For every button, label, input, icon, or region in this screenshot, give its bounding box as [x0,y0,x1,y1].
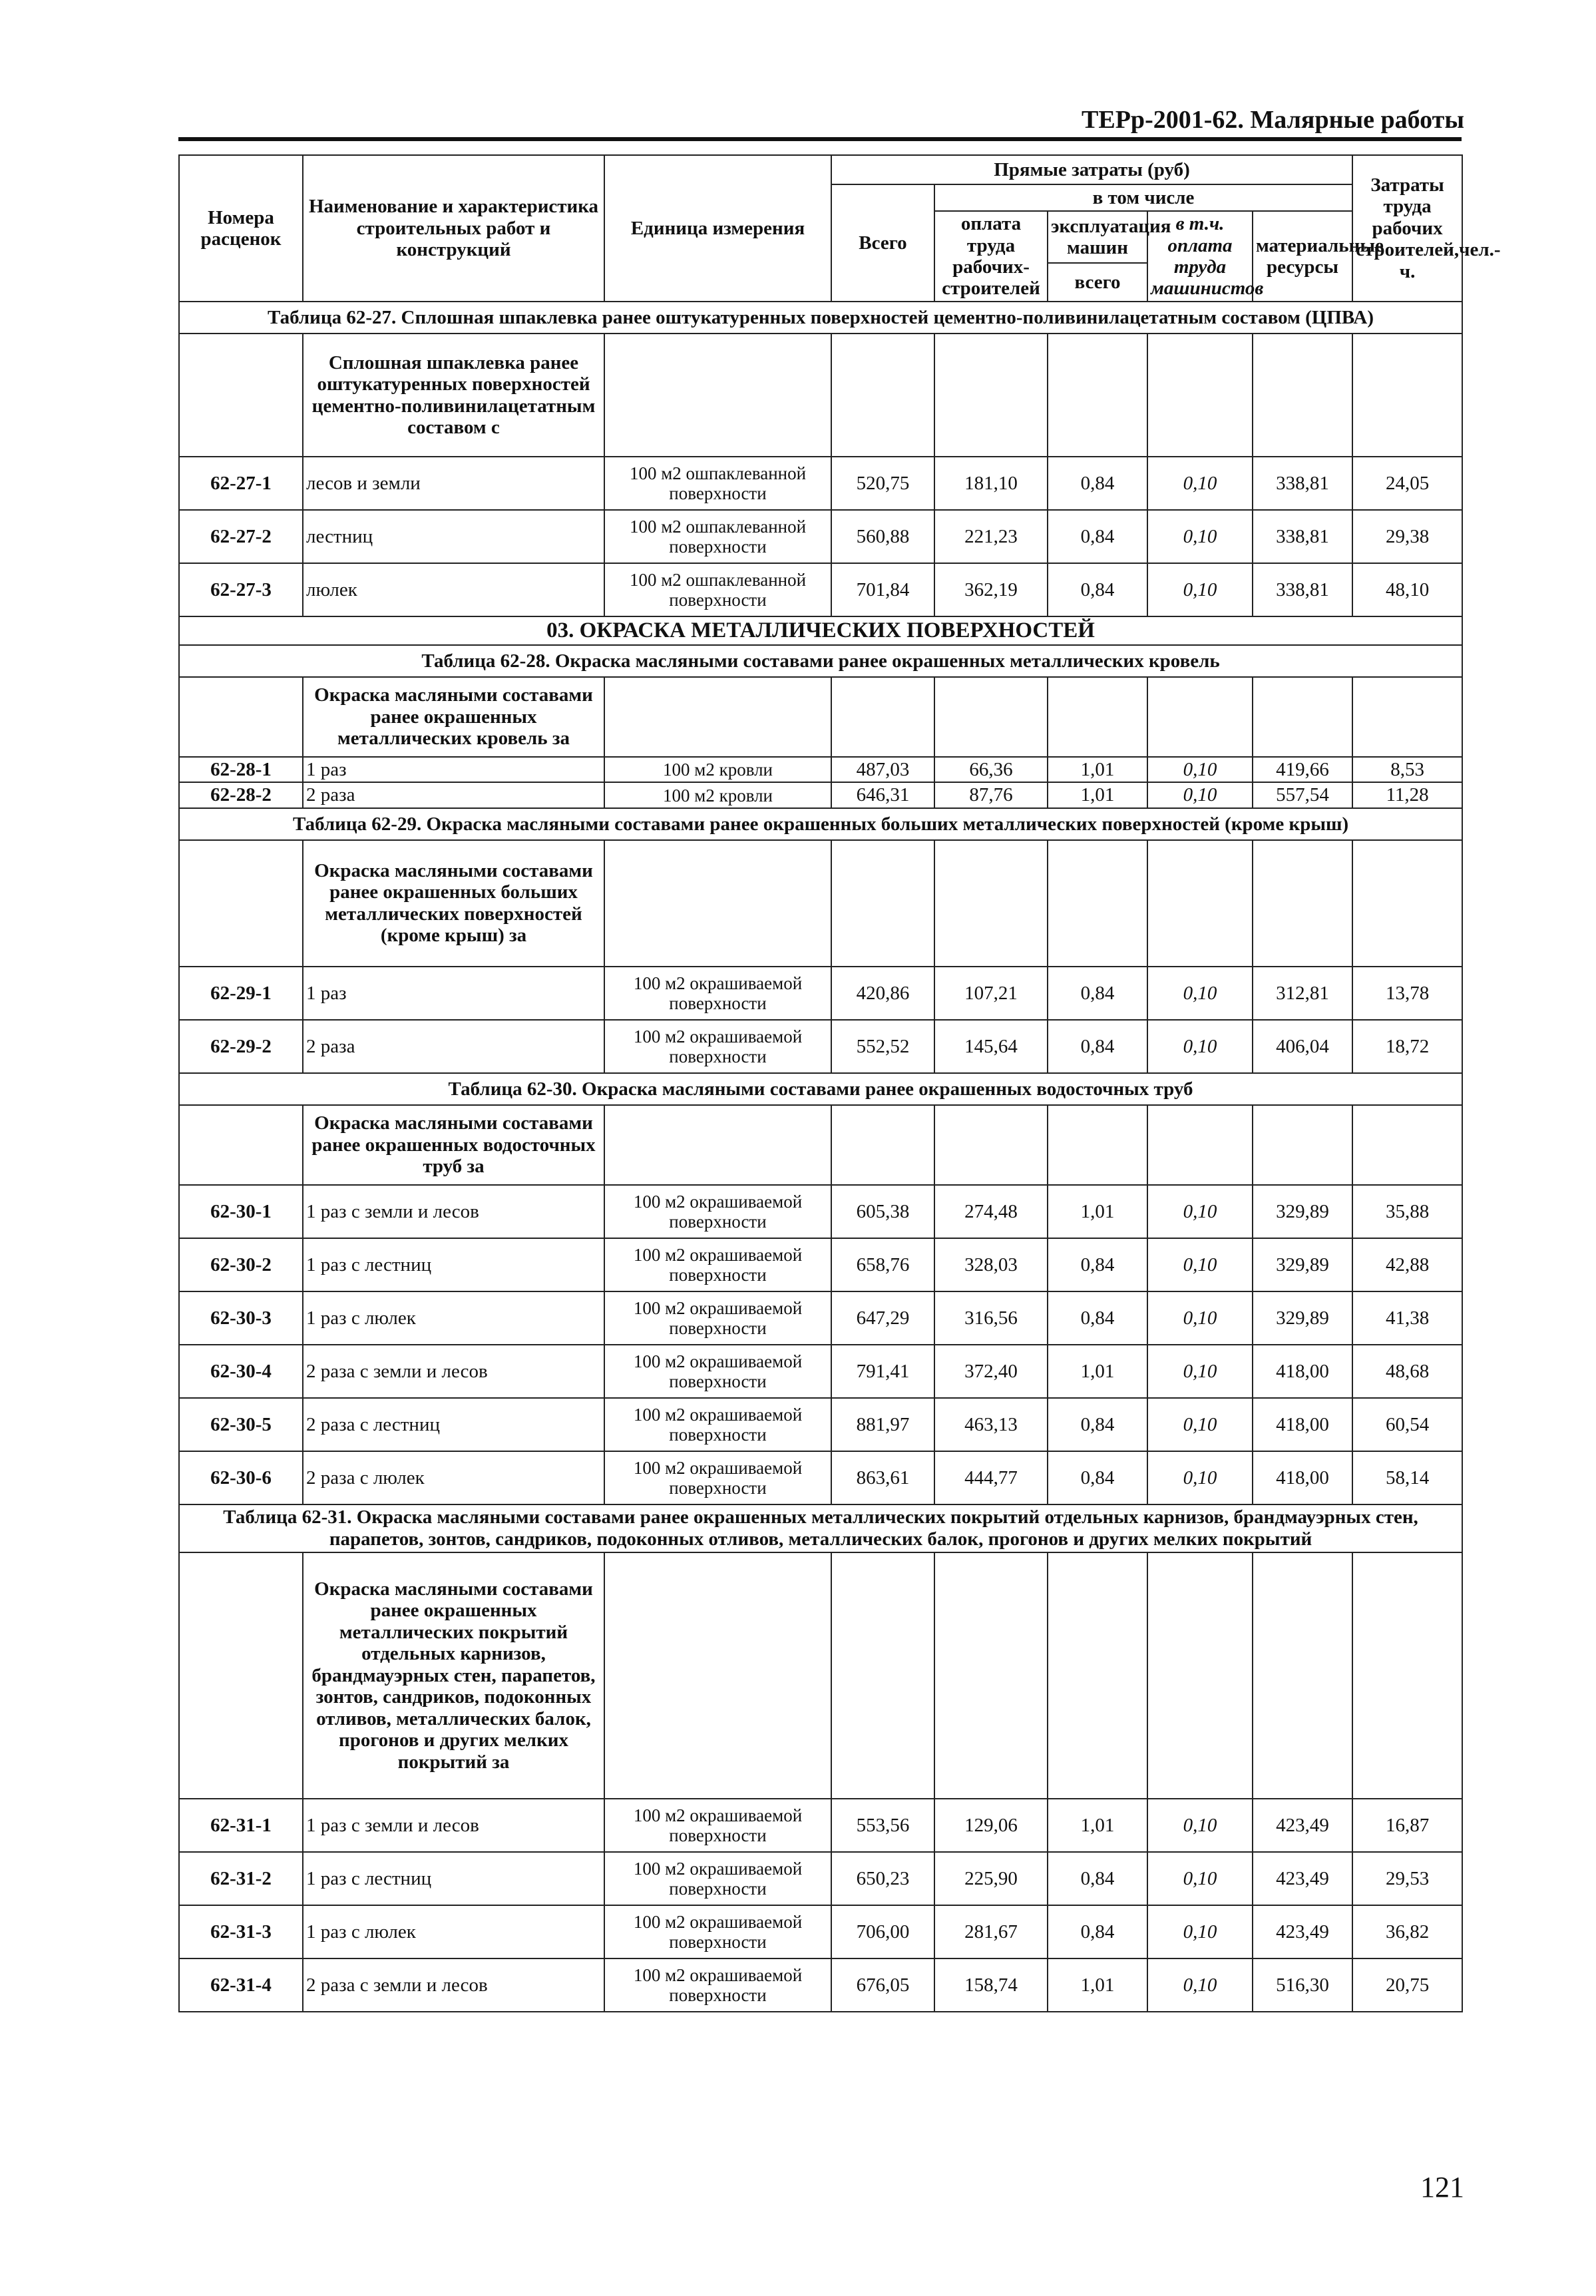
rate-code: 62-27-1 [179,457,303,510]
machines-cost: 0,84 [1048,510,1147,563]
wages-cost: 87,76 [934,782,1048,807]
wages-cost: 107,21 [934,967,1048,1020]
header-unit: Единица измерения [604,155,831,302]
wages-cost: 274,48 [934,1185,1048,1238]
empty-cell [1253,1552,1352,1799]
unit-cell: 100 м2 кровли [604,757,831,782]
work-name: 1 раз с земли и лесов [303,1185,604,1238]
group-name: Окраска масляными составами ранее окрашенных больших металлических поверхностей (кроме крыш) за [303,840,604,967]
header-wages: оплата труда рабочих-строителей [934,211,1048,302]
wages-cost: 362,19 [934,563,1048,616]
table-title-row [179,1073,1462,1105]
table-title-row [179,645,1462,677]
table-row [179,1185,1462,1238]
total-cost: 791,41 [831,1345,934,1398]
empty-cell [179,1105,303,1185]
table-row [179,1291,1462,1345]
machines-cost: 1,01 [1048,1958,1147,2012]
work-name: 2 раза с люлек [303,1451,604,1504]
empty-cell [831,840,934,967]
machines-cost: 1,01 [1048,1185,1147,1238]
unit-cell: 100 м2 окрашиваемой поверхности [604,1905,831,1958]
empty-cell [604,1552,831,1799]
empty-cell [1253,840,1352,967]
unit-cell: 100 м2 кровли [604,782,831,807]
total-cost: 520,75 [831,457,934,510]
empty-cell [604,840,831,967]
work-name: 2 раза с земли и лесов [303,1345,604,1398]
empty-cell [1253,334,1352,457]
rate-code: 62-31-4 [179,1958,303,2012]
wages-cost: 281,67 [934,1905,1048,1958]
empty-cell [831,334,934,457]
rates-table [178,154,1501,2012]
empty-cell [831,1105,934,1185]
labor-cost: 16,87 [1352,1799,1462,1852]
unit-cell: 100 м2 ошпаклеванной поверхности [604,510,831,563]
labor-cost: 13,78 [1352,967,1462,1020]
header-total: Всего [831,184,934,302]
materials-cost: 418,00 [1253,1345,1352,1398]
empty-cell [1147,1552,1253,1799]
machines-cost: 0,84 [1048,1905,1147,1958]
empty-cell [1048,840,1147,967]
work-name: 2 раза с лестниц [303,1398,604,1451]
section-row [179,616,1462,645]
work-name: 1 раз с лестниц [303,1852,604,1905]
table-row [179,1852,1462,1905]
unit-cell: 100 м2 окрашиваемой поверхности [604,1020,831,1073]
machinist-wages: 0,10 [1147,1345,1253,1398]
rate-code: 62-28-1 [179,757,303,782]
materials-cost: 312,81 [1253,967,1352,1020]
total-cost: 676,05 [831,1958,934,2012]
unit-cell: 100 м2 окрашиваемой поверхности [604,1398,831,1451]
empty-cell [179,840,303,967]
wages-cost: 181,10 [934,457,1048,510]
machines-cost: 0,84 [1048,1398,1147,1451]
table-title: Таблица 62-29. Окраска масляными составами ранее окрашенных больших металлических поверхностей (кроме крыш) [179,808,1462,840]
table-row [179,563,1462,616]
labor-cost: 24,05 [1352,457,1462,510]
machines-cost: 0,84 [1048,563,1147,616]
machines-cost: 1,01 [1048,1345,1147,1398]
empty-cell [831,677,934,757]
header-code: Номера расценок [179,155,303,302]
page-number: 121 [1420,2171,1464,2203]
work-name: 2 раза с земли и лесов [303,1958,604,2012]
machinist-wages: 0,10 [1147,967,1253,1020]
materials-cost: 418,00 [1253,1451,1352,1504]
total-cost: 552,52 [831,1020,934,1073]
machinist-wages: 0,10 [1147,1291,1253,1345]
table-title: Таблица 62-28. Окраска масляными составами ранее окрашенных металлических кровель [179,645,1462,677]
machines-cost: 0,84 [1048,1291,1147,1345]
work-name: лесов и земли [303,457,604,510]
rate-code: 62-31-2 [179,1852,303,1905]
wages-cost: 66,36 [934,757,1048,782]
table-row [179,457,1462,510]
empty-cell [179,1552,303,1799]
total-cost: 706,00 [831,1905,934,1958]
table-title: Таблица 62-31. Окраска масляными составами ранее окрашенных металлических покрытий отдельных карнизов, брандмауэрных стен, парапетов, зонтов, сандриков, подоконных отливов, металлических балок, прогонов и других мелких покрытий [179,1504,1462,1552]
machines-cost: 0,84 [1048,1020,1147,1073]
rate-code: 62-28-2 [179,782,303,807]
machinist-wages: 0,10 [1147,1905,1253,1958]
rate-code: 62-30-6 [179,1451,303,1504]
table-header [179,155,1501,302]
machinist-wages: 0,10 [1147,510,1253,563]
group-name: Сплошная шпаклевка ранее оштукатуренных поверхностей цементно-поливинилацетатным составом с [303,334,604,457]
machinist-wages: 0,10 [1147,457,1253,510]
materials-cost: 516,30 [1253,1958,1352,2012]
materials-cost: 557,54 [1253,782,1352,807]
table-body [179,302,1462,2012]
rate-code: 62-30-1 [179,1185,303,1238]
unit-cell: 100 м2 окрашиваемой поверхности [604,1291,831,1345]
table-row [179,510,1462,563]
table-row [179,1238,1462,1291]
unit-cell: 100 м2 ошпаклеванной поверхности [604,457,831,510]
table-title-row [179,302,1462,334]
empty-cell [1147,334,1253,457]
work-name: 1 раз с люлек [303,1291,604,1345]
unit-cell: 100 м2 окрашиваемой поверхности [604,1345,831,1398]
labor-cost: 35,88 [1352,1185,1462,1238]
empty-cell [1147,840,1253,967]
total-cost: 701,84 [831,563,934,616]
total-cost: 553,56 [831,1799,934,1852]
header-machines: эксплуатация машин [1048,211,1147,263]
unit-cell: 100 м2 окрашиваемой поверхности [604,1852,831,1905]
machines-cost: 1,01 [1048,782,1147,807]
labor-cost: 29,53 [1352,1852,1462,1905]
machinist-wages: 0,10 [1147,1451,1253,1504]
machines-cost: 1,01 [1048,1799,1147,1852]
group-row [179,677,1462,757]
machines-cost: 0,84 [1048,457,1147,510]
empty-cell [934,1105,1048,1185]
table-row [179,1345,1462,1398]
table-row [179,782,1462,807]
wages-cost: 372,40 [934,1345,1048,1398]
unit-cell: 100 м2 окрашиваемой поверхности [604,1799,831,1852]
machinist-wages: 0,10 [1147,1799,1253,1852]
labor-cost: 42,88 [1352,1238,1462,1291]
unit-cell: 100 м2 окрашиваемой поверхности [604,967,831,1020]
section-title: 03. ОКРАСКА МЕТАЛЛИЧЕСКИХ ПОВЕРХНОСТЕЙ [179,616,1462,645]
rate-code: 62-31-3 [179,1905,303,1958]
empty-cell [1352,677,1462,757]
rate-code: 62-31-1 [179,1799,303,1852]
rate-code: 62-30-5 [179,1398,303,1451]
header-including: в том числе [934,184,1352,211]
machinist-wages: 0,10 [1147,782,1253,807]
table-row [179,1398,1462,1451]
machinist-wages: 0,10 [1147,1238,1253,1291]
materials-cost: 329,89 [1253,1291,1352,1345]
wages-cost: 129,06 [934,1799,1048,1852]
table-row [179,757,1462,782]
group-name: Окраска масляными составами ранее окрашенных металлических покрытий отдельных карнизов, брандмауэрных стен, парапетов, зонтов, сандриков, подоконных отливов, металлических балок, прогонов и других мелких покрытий за [303,1552,604,1799]
empty-cell [1352,1552,1462,1799]
wages-cost: 225,90 [934,1852,1048,1905]
work-name: 1 раз с лестниц [303,1238,604,1291]
labor-cost: 18,72 [1352,1020,1462,1073]
machines-cost: 0,84 [1048,1451,1147,1504]
header-direct-costs: Прямые затраты (руб) [831,155,1352,184]
unit-cell: 100 м2 окрашиваемой поверхности [604,1238,831,1291]
materials-cost: 418,00 [1253,1398,1352,1451]
empty-cell [831,1552,934,1799]
wages-cost: 463,13 [934,1398,1048,1451]
wages-cost: 316,56 [934,1291,1048,1345]
table-title-row [179,808,1462,840]
total-cost: 605,38 [831,1185,934,1238]
empty-cell [1147,677,1253,757]
empty-cell [1253,677,1352,757]
rate-code: 62-30-3 [179,1291,303,1345]
empty-cell [1048,677,1147,757]
labor-cost: 48,68 [1352,1345,1462,1398]
rate-code: 62-29-2 [179,1020,303,1073]
total-cost: 658,76 [831,1238,934,1291]
labor-cost: 11,28 [1352,782,1462,807]
machines-cost: 0,84 [1048,967,1147,1020]
labor-cost: 60,54 [1352,1398,1462,1451]
header-name: Наименование и характеристика строительных работ и конструкций [303,155,604,302]
labor-cost: 8,53 [1352,757,1462,782]
machinist-wages: 0,10 [1147,757,1253,782]
work-name: 1 раз [303,967,604,1020]
empty-cell [934,677,1048,757]
total-cost: 650,23 [831,1852,934,1905]
work-name: 1 раз с земли и лесов [303,1799,604,1852]
machinist-wages: 0,10 [1147,1020,1253,1073]
group-row [179,334,1462,457]
empty-cell [1352,1105,1462,1185]
materials-cost: 419,66 [1253,757,1352,782]
materials-cost: 329,89 [1253,1185,1352,1238]
total-cost: 863,61 [831,1451,934,1504]
table-row [179,1451,1462,1504]
machinist-wages: 0,10 [1147,1958,1253,2012]
labor-cost: 36,82 [1352,1905,1462,1958]
empty-cell [1048,1552,1147,1799]
materials-cost: 338,81 [1253,563,1352,616]
group-row [179,840,1462,967]
materials-cost: 329,89 [1253,1238,1352,1291]
work-name: 2 раза [303,782,604,807]
machines-cost: 1,01 [1048,757,1147,782]
wages-cost: 145,64 [934,1020,1048,1073]
machinist-wages: 0,10 [1147,1398,1253,1451]
unit-cell: 100 м2 окрашиваемой поверхности [604,1958,831,2012]
empty-cell [179,334,303,457]
machinist-wages: 0,10 [1147,1852,1253,1905]
empty-cell [934,334,1048,457]
table-title-row [179,1504,1462,1552]
empty-cell [934,1552,1048,1799]
work-name: 1 раз с люлек [303,1905,604,1958]
unit-cell: 100 м2 окрашиваемой поверхности [604,1451,831,1504]
group-name: Окраска масляными составами ранее окрашенных водосточных труб за [303,1105,604,1185]
rate-code: 62-29-1 [179,967,303,1020]
table-title: Таблица 62-27. Сплошная шпаклевка ранее оштукатуренных поверхностей цементно-поливинилацетатным составом (ЦПВА) [179,302,1462,334]
table-row [179,967,1462,1020]
wages-cost: 444,77 [934,1451,1048,1504]
total-cost: 881,97 [831,1398,934,1451]
empty-cell [1352,840,1462,967]
empty-cell [604,677,831,757]
wages-cost: 221,23 [934,510,1048,563]
header-machines-total: всего [1048,263,1147,302]
materials-cost: 406,04 [1253,1020,1352,1073]
unit-cell: 100 м2 окрашиваемой поверхности [604,1185,831,1238]
group-row [179,1552,1462,1799]
work-name: люлек [303,563,604,616]
machines-cost: 0,84 [1048,1852,1147,1905]
work-name: 2 раза [303,1020,604,1073]
labor-cost: 20,75 [1352,1958,1462,2012]
unit-cell: 100 м2 ошпаклеванной поверхности [604,563,831,616]
materials-cost: 338,81 [1253,510,1352,563]
group-row [179,1105,1462,1185]
empty-cell [1048,334,1147,457]
rate-code: 62-27-3 [179,563,303,616]
labor-cost: 41,38 [1352,1291,1462,1345]
empty-cell [1253,1105,1352,1185]
rate-code: 62-30-4 [179,1345,303,1398]
labor-cost: 48,10 [1352,563,1462,616]
labor-cost: 58,14 [1352,1451,1462,1504]
group-name: Окраска масляными составами ранее окрашенных металлических кровель за [303,677,604,757]
work-name: лестниц [303,510,604,563]
empty-cell [604,1105,831,1185]
table-row [179,1020,1462,1073]
table-title: Таблица 62-30. Окраска масляными составами ранее окрашенных водосточных труб [179,1073,1462,1105]
rate-code: 62-27-2 [179,510,303,563]
empty-cell [179,677,303,757]
table-row [179,1799,1462,1852]
empty-cell [1048,1105,1147,1185]
total-cost: 560,88 [831,510,934,563]
page-header: ТЕРр-2001-62. Малярные работы [1082,106,1464,134]
empty-cell [604,334,831,457]
work-name: 1 раз [303,757,604,782]
total-cost: 487,03 [831,757,934,782]
empty-cell [1147,1105,1253,1185]
labor-cost: 29,38 [1352,510,1462,563]
empty-cell [1352,334,1462,457]
header-materials: материальные ресурсы [1253,211,1352,302]
materials-cost: 423,49 [1253,1852,1352,1905]
total-cost: 420,86 [831,967,934,1020]
machinist-wages: 0,10 [1147,563,1253,616]
machines-cost: 0,84 [1048,1238,1147,1291]
header-labor: Затраты труда рабочих строителей,чел.-ч. [1352,155,1462,302]
materials-cost: 338,81 [1253,457,1352,510]
header-rule [178,137,1462,141]
table-row [179,1958,1462,2012]
materials-cost: 423,49 [1253,1905,1352,1958]
machinist-wages: 0,10 [1147,1185,1253,1238]
wages-cost: 328,03 [934,1238,1048,1291]
empty-cell [934,840,1048,967]
rate-code: 62-30-2 [179,1238,303,1291]
total-cost: 647,29 [831,1291,934,1345]
materials-cost: 423,49 [1253,1799,1352,1852]
wages-cost: 158,74 [934,1958,1048,2012]
header-machinist-wages: в т.ч. оплата труда машинистов [1147,211,1253,302]
total-cost: 646,31 [831,782,934,807]
table-row [179,1905,1462,1958]
